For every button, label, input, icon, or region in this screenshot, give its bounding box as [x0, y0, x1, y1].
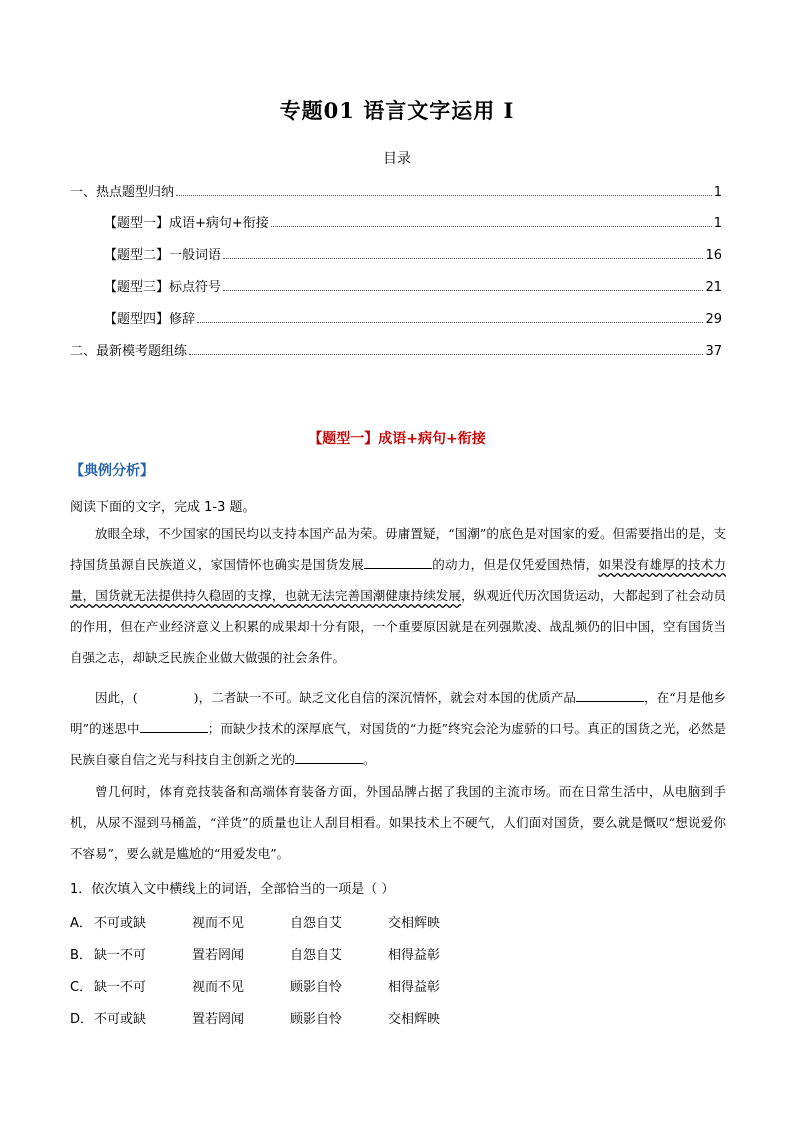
- option-letter: B．: [70, 948, 92, 963]
- option-word: 相得益彰: [388, 948, 441, 963]
- wavy-underlined-sentence: 如果没有雄厚的技术力量，国货就无法提供持久稳固的支撑，也就无法完善国潮健康持续发展: [70, 557, 726, 603]
- toc-entry[interactable]: [104, 211, 722, 231]
- toc-leader-dots: [271, 226, 712, 227]
- passage-text: ，纵观近代历次国货运动，大都起到了社会动员的作用，但在产业经济意义上积累的成果却十分有限，一个重要原因就是在列强欺凌、战乱频仍的旧中国，空有国货当自强之志，却缺乏民族企业做大做强的社会条件。: [70, 588, 726, 665]
- passage-text: 的动力，但是仅凭爱国热情，: [431, 557, 599, 572]
- passage-text: 放眼全球，不少国家的国民均以支持本国产品为荣。毋庸置疑，“国潮”的底色是对国家的爱。但需要指出的是，支持国货虽源自民族道义，家国情怀也确实是国货发展: [70, 526, 726, 572]
- option-word: 顾影自怜: [290, 980, 343, 995]
- toc-entry-label: 【题型一】成语+病句+衔接: [104, 216, 269, 231]
- toc-leader-dots: [223, 258, 703, 259]
- passage-text: 因此，(: [95, 690, 138, 705]
- toc-entry-label: 一、热点题型归纳: [70, 185, 175, 200]
- toc-entry-label: 【题型四】修辞: [104, 312, 196, 327]
- option-word: 缺一不可: [94, 980, 147, 995]
- fill-blank-2: [576, 687, 644, 702]
- option-word: 自怨自艾: [290, 916, 343, 931]
- toc-entry-label: 【题型三】标点符号: [104, 280, 222, 295]
- toc-heading: 目录: [383, 151, 411, 167]
- fill-blank-4: [295, 749, 363, 764]
- toc-entry-label: 【题型二】一般词语: [104, 248, 222, 263]
- question-stem: 1．依次填入文中横线上的词语，全部恰当的一项是（ ）: [70, 882, 395, 897]
- toc-entry-page: 16: [705, 248, 722, 263]
- option-letter: D．: [70, 1012, 94, 1027]
- option-word: 不可或缺: [94, 1012, 147, 1027]
- reading-instruction: 阅读下面的文字，完成 1-3 题。: [70, 500, 256, 515]
- toc-entry[interactable]: [104, 275, 722, 295]
- toc-leader-dots: [189, 354, 703, 355]
- option-word: 交相辉映: [388, 1012, 441, 1027]
- toc-entry[interactable]: [70, 339, 722, 359]
- toc-entry[interactable]: [104, 243, 722, 263]
- option-word: 自怨自艾: [290, 948, 343, 963]
- passage-paragraph-3: [70, 776, 726, 869]
- fill-blank-1: [364, 554, 432, 569]
- toc-entry-page: 21: [705, 280, 722, 295]
- toc-entry-page: 37: [705, 344, 722, 359]
- option-d[interactable]: [70, 1008, 486, 1027]
- option-b[interactable]: [70, 944, 486, 963]
- option-letter: A．: [70, 916, 92, 931]
- option-word: 交相辉映: [388, 916, 441, 931]
- option-word: 置若罔闻: [192, 1012, 245, 1027]
- option-word: 置若罔闻: [192, 948, 245, 963]
- analysis-label: 【典例分析】: [70, 463, 154, 479]
- option-word: 顾影自怜: [290, 1012, 343, 1027]
- toc-leader-dots: [197, 322, 703, 323]
- section-title: 【题型一】成语+病句+衔接: [308, 431, 486, 447]
- toc-entry-page: 1: [713, 216, 722, 231]
- option-word: 缺一不可: [94, 948, 147, 963]
- passage-text: )，二者缺一不可。缺乏文化自信的深沉情怀，就会对本国的优质产品: [193, 690, 577, 705]
- fill-blank-3: [140, 718, 208, 733]
- option-word: 不可或缺: [94, 916, 147, 931]
- passage-text: 曾几何时，体育竞技装备和高端体育装备方面，外国品牌占据了我国的主流市场。而在日常生活中，从电脑到手机，从尿不湿到马桶盖，“洋货”的质量也让人刮目相看。如果技术上不硬气，人们面对国货，要么就是慨叹“想说爱你不容易”，要么就是尴尬的“用爱发电”。: [70, 784, 726, 861]
- option-word: 相得益彰: [388, 980, 441, 995]
- passage-text: ，在“月是他乡明”的迷思中: [70, 690, 726, 736]
- toc-entry[interactable]: [104, 307, 722, 327]
- passage-paragraph-2: [70, 682, 726, 775]
- option-word: 视而不见: [192, 980, 245, 995]
- option-a[interactable]: [70, 912, 486, 931]
- toc-leader-dots: [223, 290, 703, 291]
- document-title: 专题01 语言文字运用 I: [279, 98, 515, 123]
- passage-text: ；而缺少技术的深厚底气，对国货的“力挺”终究会沦为虚骄的口号。真正的国货之光，必然是民族自豪自信之光与科技自主创新之光的: [70, 721, 726, 767]
- toc-leader-dots: [176, 195, 712, 196]
- toc-entry-page: 29: [705, 312, 722, 327]
- passage-text: 。: [363, 752, 376, 767]
- toc-entry-label: 二、最新模考题组练: [70, 344, 188, 359]
- option-word: 视而不见: [192, 916, 245, 931]
- option-c[interactable]: [70, 976, 486, 995]
- toc-entry-page: 1: [713, 185, 722, 200]
- option-letter: C．: [70, 980, 93, 995]
- passage-paragraph-1: [70, 518, 726, 673]
- toc-entry[interactable]: [70, 180, 722, 200]
